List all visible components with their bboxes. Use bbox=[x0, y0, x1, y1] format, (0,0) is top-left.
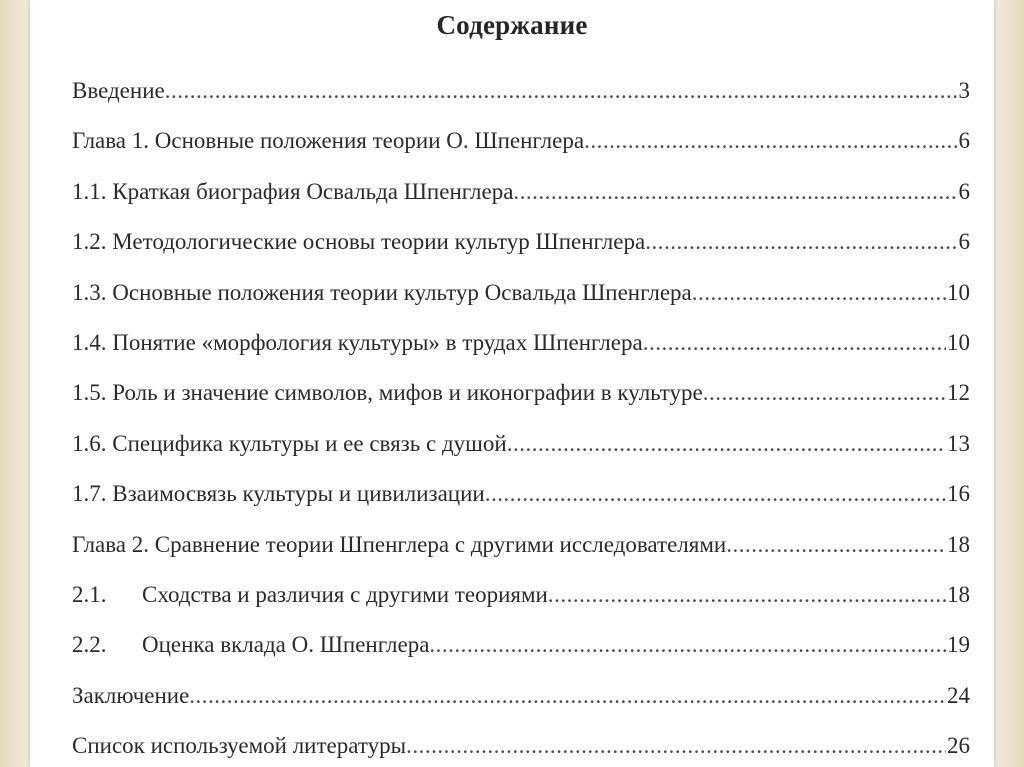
toc-entry-label: Глава 1. Основные положения теории О. Шпенглера bbox=[72, 128, 585, 154]
toc-leader-dots bbox=[643, 330, 946, 356]
toc-entry-section-1-5[interactable] bbox=[72, 380, 970, 430]
toc-entry-page: 18 bbox=[947, 581, 970, 607]
toc-entry-bibliography[interactable] bbox=[72, 733, 970, 767]
toc-entry-section-2-2[interactable] bbox=[72, 632, 970, 682]
toc-entry-label: 1.1. Краткая биография Освальда Шпенглера bbox=[72, 178, 514, 204]
toc-entry-number: 2.1. bbox=[72, 581, 107, 607]
toc-leader-dots bbox=[513, 179, 957, 205]
toc-leader-dots bbox=[429, 632, 946, 658]
toc-leader-dots bbox=[165, 78, 958, 104]
toc-entry-page: 6 bbox=[958, 229, 970, 255]
toc-leader-dots bbox=[645, 229, 957, 255]
toc-entry-page: 24 bbox=[947, 682, 970, 708]
toc-entry-page: 16 bbox=[947, 481, 970, 507]
toc-entry-text: Сходства и различия с другими теориями bbox=[142, 581, 548, 607]
toc-entry-page: 26 bbox=[947, 733, 970, 759]
toc-entry-page: 6 bbox=[958, 178, 970, 204]
document-page bbox=[30, 0, 994, 767]
toc-entry-section-2-1[interactable] bbox=[72, 582, 970, 632]
toc-entry-section-1-2[interactable] bbox=[72, 229, 970, 279]
toc-entry-page: 19 bbox=[947, 632, 970, 658]
toc-entry-introduction[interactable] bbox=[72, 78, 970, 128]
toc-leader-dots bbox=[703, 380, 946, 406]
toc-leader-dots bbox=[726, 532, 946, 558]
toc-entry-label: Глава 2. Сравнение теории Шпенглера с другими исследователями bbox=[72, 531, 727, 557]
toc-entry-label: Список используемой литературы bbox=[72, 733, 407, 759]
toc-entry-page: 6 bbox=[958, 128, 970, 154]
toc-leader-dots bbox=[548, 582, 946, 608]
toc-entry-label: Введение bbox=[72, 78, 165, 103]
page-title: Содержание bbox=[436, 10, 588, 40]
toc-entry-section-1-6[interactable] bbox=[72, 431, 970, 481]
toc-entry-label: 1.6. Специфика культуры и ее связь с душой bbox=[72, 430, 507, 456]
toc-entry-label: 1.4. Понятие «морфология культуры» в трудах Шпенглера bbox=[72, 329, 643, 355]
toc-entry-number: 2.2. bbox=[72, 632, 107, 658]
toc-entry-label: Заключение bbox=[72, 682, 190, 708]
toc-entry-label: 1.3. Основные положения теории культур Освальда Шпенглера bbox=[72, 279, 692, 305]
toc-entry-chapter-2[interactable] bbox=[72, 532, 970, 582]
toc-entry-chapter-1[interactable] bbox=[72, 128, 970, 178]
toc-entry-page: 10 bbox=[947, 329, 970, 355]
toc-entry-page: 3 bbox=[958, 78, 970, 103]
toc-entry-page: 12 bbox=[947, 380, 970, 406]
toc-leader-dots bbox=[189, 683, 946, 709]
toc-entry-label: 1.5. Роль и значение символов, мифов и иконографии в культуре bbox=[72, 380, 703, 406]
toc-leader-dots bbox=[507, 431, 946, 457]
toc-entry-label bbox=[72, 632, 429, 658]
toc-entry-label: 1.2. Методологические основы теории культур Шпенглера bbox=[72, 229, 646, 255]
table-of-contents bbox=[72, 78, 970, 767]
toc-leader-dots bbox=[406, 733, 946, 759]
toc-entry-section-1-7[interactable] bbox=[72, 481, 970, 531]
toc-leader-dots bbox=[485, 481, 946, 507]
toc-entry-conclusion[interactable] bbox=[72, 683, 970, 733]
toc-leader-dots bbox=[692, 280, 946, 306]
toc-entry-text: Оценка вклада О. Шпенглера bbox=[142, 632, 430, 658]
toc-entry-section-1-1[interactable] bbox=[72, 179, 970, 229]
toc-entry-label bbox=[72, 582, 548, 608]
toc-entry-page: 18 bbox=[947, 531, 970, 557]
toc-entry-page: 13 bbox=[947, 430, 970, 456]
toc-entry-section-1-3[interactable] bbox=[72, 280, 970, 330]
toc-entry-page: 10 bbox=[947, 279, 970, 305]
toc-entry-section-1-4[interactable] bbox=[72, 330, 970, 380]
toc-leader-dots bbox=[584, 128, 957, 154]
toc-entry-label: 1.7. Взаимосвязь культуры и цивилизации bbox=[72, 481, 485, 507]
